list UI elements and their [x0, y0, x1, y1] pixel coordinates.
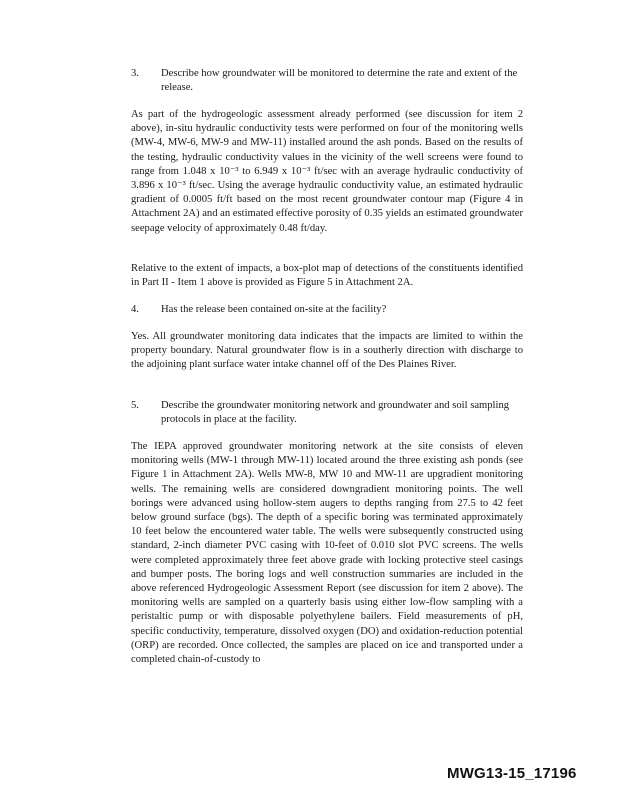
question-3	[131, 67, 523, 95]
question-number: 4.	[131, 304, 139, 315]
question-text: Has the release been contained on-site at the facility?	[161, 304, 387, 315]
question-text: Describe the groundwater monitoring network and groundwater and soil sampling protocols in place at the facility.	[161, 400, 510, 426]
question-4	[131, 303, 523, 317]
question-number: 5.	[131, 400, 139, 411]
question-text: Describe how groundwater will be monitored to determine the rate and extent of the release.	[161, 68, 518, 94]
document-id: MWG13-15_17196	[447, 765, 577, 782]
paragraph-hydraulic-conductivity: As part of the hydrogeologic assessment already performed (see discussion for item 2 above), in-situ hydraulic conductivity tests were performed on four of the monitoring wells (MW-4, MW-6, MW-9 and MW-11) installed around the ash ponds. Based on the results of the testing, hydraulic conductivity values in the vicinity of the well screens were found to range from 1.048 x 10⁻³ to 6.949 x 10⁻³ ft/sec with an average hydraulic conductivity of 3.896 x 10⁻³ ft/sec. Using the average hydraulic conductivity value, an estimated hydraulic gradient of 0.0005 ft/ft based on the most recent groundwater contour map (Figure 4 in Attachment 2A) and an estimated effective porosity of 0.35 yields an estimated groundwater seepage velocity of approximately 0.48 ft/day.	[131, 109, 523, 234]
question-number: 3.	[131, 68, 139, 79]
paragraph-monitoring-network: The IEPA approved groundwater monitoring network at the site consists of eleven monitoring wells (MW-1 through MW-11) located around the three existing ash ponds (see Figure 1 in Attachment 2A). Wells MW-8, MW 10 and MW-11 are upgradient monitoring wells. The remaining wells are considered downgradient monitoring points. The well borings were advanced using hollow-stem augers to depths ranging from 27.5 to 42 feet below ground surface (bgs). The depth of a specific boring was terminated approximately 10 feet below the encountered water table. The wells were subsequently constructed using standard, 2-inch diameter PVC casing with 10-feet of 0.010 slot PVC screens. The wells were completed approximately three feet above grade with locking protective steel casings and bumper posts. The boring logs and well construction summaries are included in the above referenced Hydrogeologic Assessment Report (see discussion for item 2 above). The monitoring wells are sampled on a quarterly basis using either low-flow sampling with a peristaltic pump or with disposable polyethylene bailers. Field measurements of pH, specific conductivity, temperature, dissolved oxygen (DO) and oxidation-reduction potential (ORP) are recorded. Once collected, the samples are placed on ice and transported under a completed chain-of-custody to	[131, 441, 523, 666]
paragraph-extent-of-impacts: Relative to the extent of impacts, a box-plot map of detections of the constituents identified in Part II - Item 1 above is provided as Figure 5 in Attachment 2A.	[131, 263, 523, 289]
paragraph-containment: Yes. All groundwater monitoring data indicates that the impacts are limited to within the property boundary. Natural groundwater flow is in a southerly direction with discharge to the adjoining plant surface water intake channel off of the Des Plaines River.	[131, 331, 523, 371]
question-5	[131, 399, 523, 427]
